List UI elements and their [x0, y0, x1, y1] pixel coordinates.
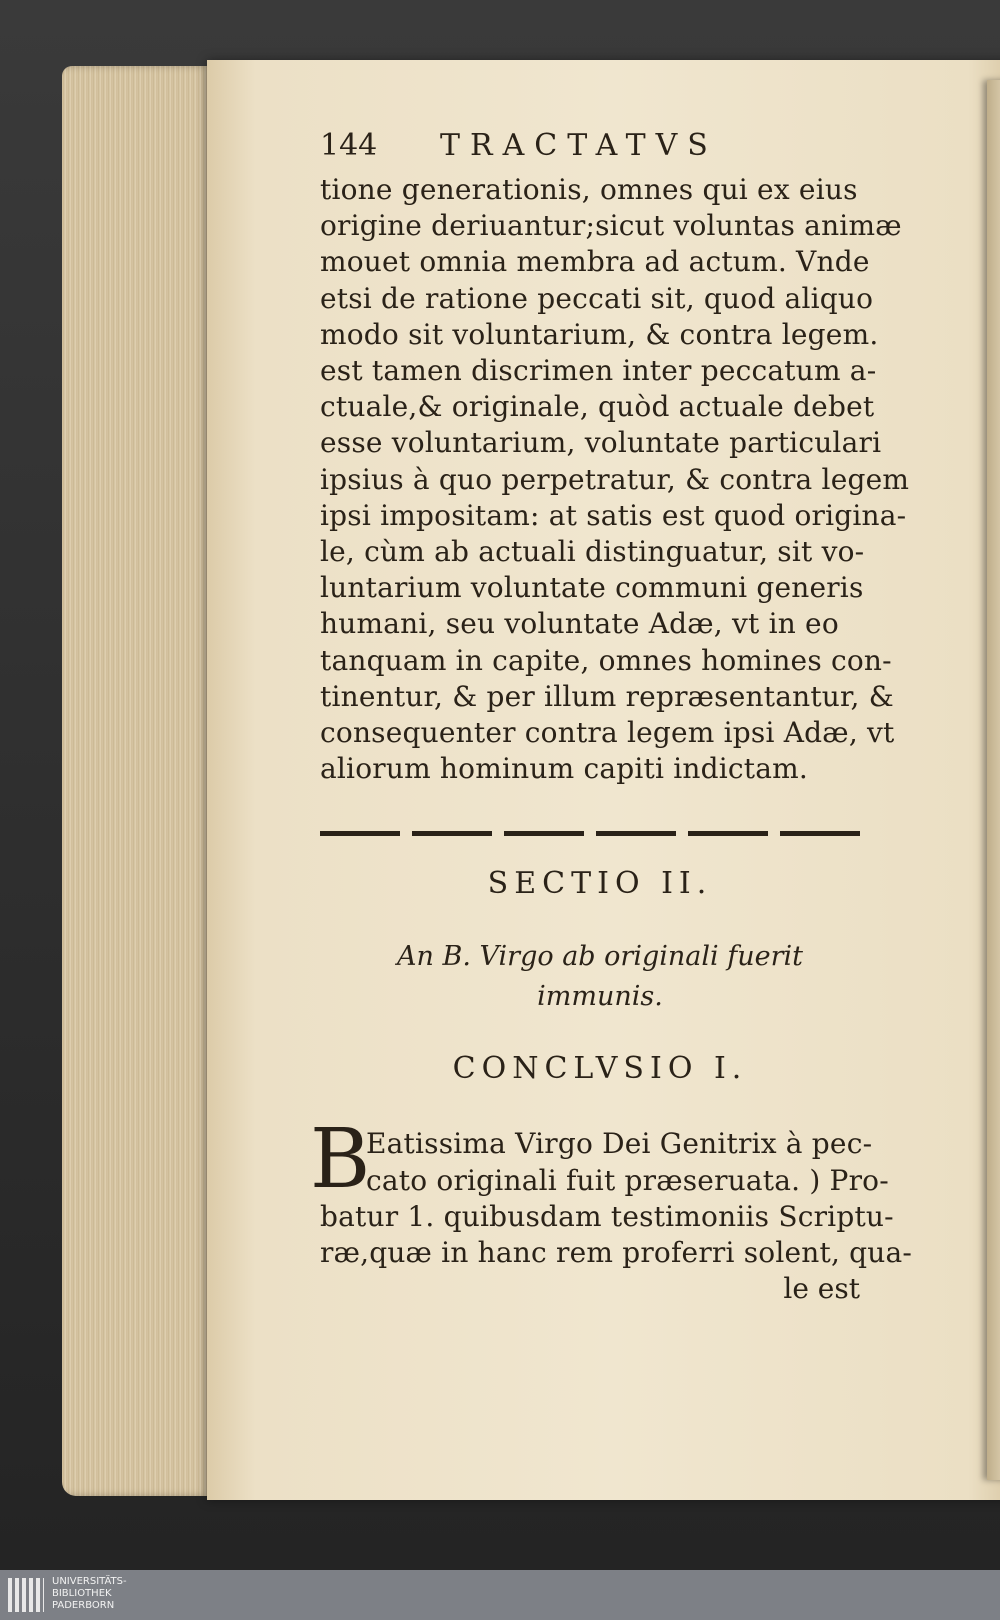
- library-logo-icon: [8, 1578, 44, 1612]
- facing-page-edge: [987, 80, 1000, 1480]
- body-line: modo sit voluntarium, & contra legem.: [320, 317, 879, 351]
- page-edges: [62, 66, 212, 1496]
- body-text: [320, 172, 910, 787]
- body-line: etsi de ratione peccati sit, quod aliquo: [320, 281, 874, 315]
- section-divider: [320, 831, 860, 836]
- paragraph-line: batur 1. quibusdam testimoniis Scriptu-: [320, 1199, 894, 1233]
- library-name-line: PADERBORN: [52, 1600, 115, 1611]
- paragraph-line: cato originali fuit præseruata. ) Pro-: [366, 1163, 889, 1197]
- body-line: le, cùm ab actuali distinguatur, sit vo-: [320, 535, 865, 569]
- drop-cap: B: [310, 1112, 371, 1208]
- paragraph-line: ræ,quæ in hanc rem proferri solent, qua-: [320, 1236, 913, 1270]
- section-subtitle-line: An B. Virgo ab originali fuerit: [397, 941, 803, 973]
- library-name: [52, 1576, 127, 1612]
- body-line: ipsi impositam: at satis est quod origina-: [320, 498, 907, 532]
- body-line: luntarium voluntate communi generis: [320, 571, 864, 605]
- section-subtitle-line: immunis.: [537, 981, 663, 1013]
- running-title: TRACTATVS: [440, 128, 718, 163]
- body-line: ctuale,& originale, quòd actuale debet: [320, 390, 875, 424]
- section-subtitle: [320, 937, 880, 1017]
- library-name-line: UNIVERSITÄTS-: [52, 1576, 127, 1587]
- body-line: est tamen discrimen inter peccatum a-: [320, 354, 877, 388]
- section-title: SECTIO II.: [487, 866, 713, 902]
- conclusio-paragraph: [310, 1112, 913, 1307]
- conclusio-title: CONCLVSIO I.: [452, 1051, 748, 1087]
- library-name-line: BIBLIOTHEK: [52, 1588, 112, 1599]
- body-line: origine deriuantur;sicut voluntas animæ: [320, 209, 902, 243]
- body-line: tione generationis, omnes qui ex eius: [320, 173, 858, 206]
- page-text: [310, 128, 913, 1307]
- body-line: consequenter contra legem ipsi Adæ, vt: [320, 716, 895, 750]
- library-footer: [0, 1570, 1000, 1620]
- paragraph-line: Eatissima Virgo Dei Genitrix à pec-: [366, 1127, 873, 1161]
- body-line: tanquam in capite, omnes homines con-: [320, 643, 892, 677]
- body-line: tinentur, & per illum repræsentantur, &: [320, 679, 894, 713]
- page-header: [320, 128, 880, 172]
- body-line: ipsius à quo perpetratur, & contra legem: [320, 462, 910, 496]
- body-line: humani, seu voluntate Adæ, vt in eo: [320, 607, 839, 641]
- body-line: esse voluntarium, voluntate particulari: [320, 426, 882, 460]
- catchword: le est: [783, 1272, 860, 1306]
- page-number: 144: [320, 128, 378, 163]
- body-line: aliorum hominum capiti indictam.: [320, 752, 808, 786]
- body-line: mouet omnia membra ad actum. Vnde: [320, 245, 870, 279]
